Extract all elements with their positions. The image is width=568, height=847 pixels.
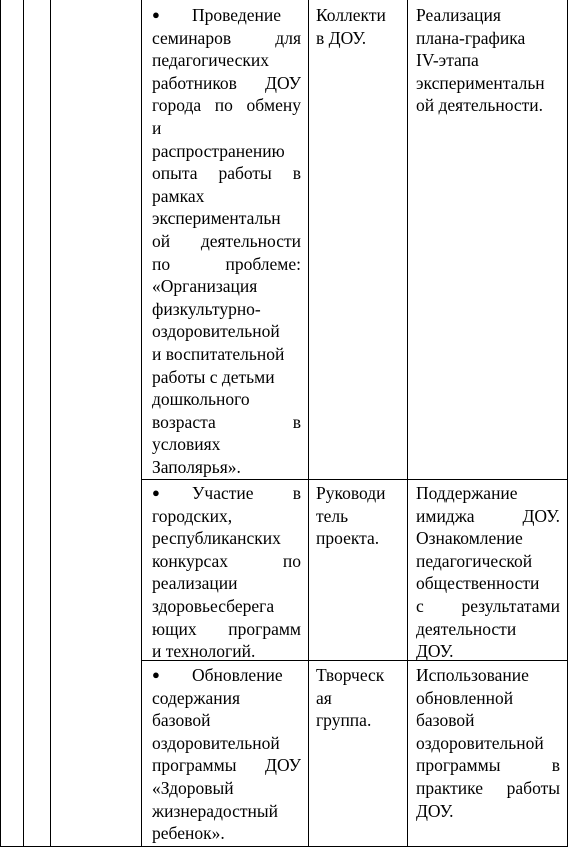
result-line: практике работы <box>416 777 560 798</box>
activity-line: содержания <box>152 687 241 708</box>
activity-line: базовой <box>152 710 211 731</box>
result-cell <box>416 4 560 117</box>
responsible-text <box>316 4 404 49</box>
activity-line: здоровьесберега <box>152 595 275 616</box>
responsible-line: группа. <box>316 710 372 731</box>
activity-line: и технологий. <box>152 641 256 662</box>
activity-text <box>152 482 301 663</box>
activity-text <box>152 4 301 478</box>
result-text <box>416 482 560 663</box>
result-line: обновленной <box>416 687 514 708</box>
activity-text <box>152 664 301 845</box>
activity-line: рамках <box>152 185 205 206</box>
responsible-cell <box>316 4 404 49</box>
activity-line: «Организация <box>152 276 258 297</box>
result-line: плана-графика <box>416 27 526 48</box>
activity-line: Проведение <box>192 5 282 25</box>
responsible-line: проекта. <box>316 528 380 549</box>
activity-line: и <box>152 117 162 138</box>
table-column-divider <box>407 0 408 847</box>
activity-line: семинаров для <box>152 27 301 48</box>
activity-line: условиях <box>152 434 221 455</box>
result-line: экспериментальн <box>416 72 545 93</box>
first-line <box>152 4 301 27</box>
activity-line: возраста в <box>152 411 301 432</box>
activity-line: города по обмену <box>152 95 301 116</box>
result-text <box>416 4 560 117</box>
activity-line: конкурсах по <box>152 550 301 571</box>
activity-line: ющих программ <box>152 618 301 639</box>
table-row-divider <box>141 479 568 480</box>
result-line: педагогической <box>416 550 533 571</box>
activity-line: опыта работы в <box>152 163 301 184</box>
result-text <box>416 664 560 822</box>
activity-line: дошкольного <box>152 389 250 410</box>
activity-line: республиканских <box>152 528 281 549</box>
activity-line: работы с детьми <box>152 366 275 387</box>
responsible-cell <box>316 482 404 550</box>
result-line: Поддержание <box>416 483 518 503</box>
responsible-cell <box>316 664 404 732</box>
result-line: оздоровительной <box>416 732 544 753</box>
first-line <box>152 482 301 505</box>
responsible-line: Коллекти <box>316 5 386 25</box>
responsible-text <box>316 664 404 732</box>
table-border-left <box>0 0 1 847</box>
activity-line: экспериментальн <box>152 208 281 229</box>
result-cell <box>416 664 560 822</box>
bullet-icon: ● <box>152 7 160 22</box>
activity-cell <box>152 664 301 845</box>
result-line: имиджа ДОУ. <box>416 505 560 526</box>
table-column-divider <box>23 0 24 847</box>
activity-line: Обновление <box>192 665 283 685</box>
result-line: ДОУ. <box>416 800 454 821</box>
responsible-line: Руководи <box>316 483 386 503</box>
activity-line: педагогических <box>152 50 269 71</box>
activity-line: Участие в <box>192 483 301 503</box>
result-line: Реализация <box>416 5 501 25</box>
result-line: базовой <box>416 710 475 731</box>
activity-line: программы ДОУ <box>152 755 301 776</box>
result-line: деятельности <box>416 618 517 639</box>
result-line: IV-этапа <box>416 50 479 71</box>
activity-line: физкультурно- <box>152 298 261 319</box>
result-line: общественности <box>416 573 540 594</box>
responsible-text <box>316 482 404 550</box>
bullet-icon: ● <box>152 485 160 500</box>
result-line: Ознакомление <box>416 528 523 549</box>
table-column-divider <box>141 0 142 847</box>
activity-line: распространению <box>152 140 285 161</box>
responsible-line: ая <box>316 687 332 708</box>
activity-line: жизнерадостный <box>152 800 279 821</box>
activity-line: оздоровительной <box>152 321 280 342</box>
result-line: программы в <box>416 755 560 776</box>
activity-cell <box>152 482 301 663</box>
responsible-line: Творческ <box>316 665 385 685</box>
activity-line: реализации <box>152 573 238 594</box>
result-line: с результатами <box>416 595 560 616</box>
responsible-line: тель <box>316 505 349 526</box>
table-column-divider <box>308 0 309 847</box>
activity-line: и воспитательной <box>152 343 285 364</box>
result-line: Использование <box>416 665 529 685</box>
activity-line: работников ДОУ <box>152 72 301 93</box>
activity-cell <box>152 4 301 478</box>
table-column-divider <box>50 0 51 847</box>
activity-line: городских, <box>152 505 233 526</box>
result-line: ой деятельности. <box>416 95 544 116</box>
activity-line: «Здоровый <box>152 777 234 798</box>
first-line <box>152 664 301 687</box>
result-line: ДОУ. <box>416 641 454 662</box>
activity-line: оздоровительной <box>152 732 280 753</box>
activity-line: по проблеме: <box>152 253 301 274</box>
activity-line: ребенок». <box>152 823 225 844</box>
responsible-line: в ДОУ. <box>316 27 367 48</box>
result-cell <box>416 482 560 663</box>
bullet-icon: ● <box>152 667 160 682</box>
activity-line: Заполярья». <box>152 456 241 477</box>
activity-line: ой деятельности <box>152 230 301 251</box>
